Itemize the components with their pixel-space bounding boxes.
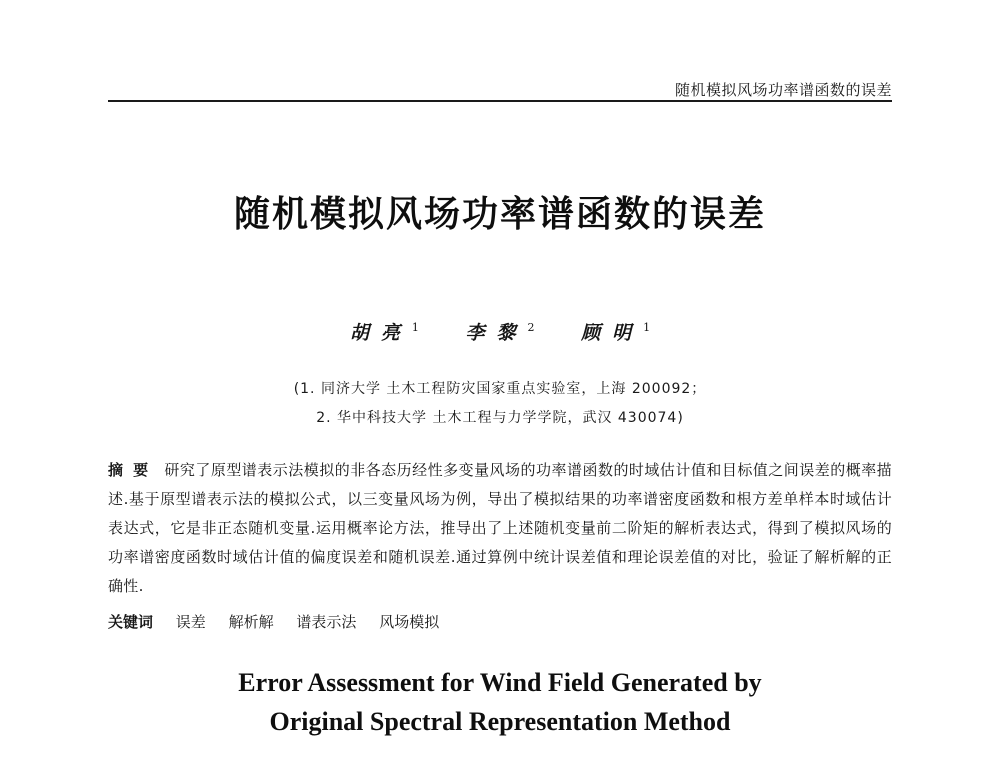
abstract bbox=[108, 456, 892, 601]
english-title-line-1: Error Assessment for Wind Field Generated by bbox=[238, 668, 762, 697]
affiliation-line: 2. 华中科技大学 土木工程与力学学院，武汉 430074) bbox=[316, 410, 684, 426]
keyword: 解析解 bbox=[228, 613, 274, 631]
abstract-label: 摘要 bbox=[108, 461, 159, 479]
keyword: 风场模拟 bbox=[379, 613, 440, 631]
affiliation-marker: 2 bbox=[527, 321, 535, 334]
running-head: 随机模拟风场功率谱函数的误差 bbox=[674, 81, 892, 99]
author bbox=[581, 318, 650, 345]
affiliation-marker: 1 bbox=[643, 321, 651, 334]
keyword: 谱表示法 bbox=[296, 613, 357, 631]
author-name: 顾明 bbox=[581, 322, 644, 344]
keywords-label: 关键词 bbox=[108, 613, 154, 631]
paper-title: 随机模拟风场功率谱函数的误差 bbox=[233, 193, 766, 235]
author-name: 胡亮 bbox=[349, 322, 412, 344]
author-name: 李黎 bbox=[465, 322, 528, 344]
english-title-line-2: Original Spectral Representation Method bbox=[269, 707, 731, 736]
author-list bbox=[0, 318, 1000, 345]
abstract-text: 研究了原型谱表示法模拟的非各态历经性多变量风场的功率谱函数的时域估计值和目标值之间误差的概率描述.基于原型谱表示法的模拟公式，以三变量风场为例，导出了模拟结果的功率谱密度函数和根方差单样本时域估计表达式，它是非正态随机变量.运用概率论方法，推导出了上述随机变量前二阶矩的解析表达式，得到了模拟风场的功率谱密度函数时域估计值的偏度误差和随机误差.通过算例中统计误差值和理论误差值的对比，验证了解析解的正确性. bbox=[108, 461, 892, 595]
keywords bbox=[108, 611, 892, 632]
affiliation-marker: 1 bbox=[411, 321, 419, 334]
author bbox=[465, 318, 534, 345]
keyword: 误差 bbox=[175, 613, 206, 631]
affiliation-line: (1. 同济大学 土木工程防灾国家重点实验室，上海 200092； bbox=[293, 381, 707, 397]
header-rule bbox=[108, 100, 892, 102]
author bbox=[350, 318, 419, 345]
